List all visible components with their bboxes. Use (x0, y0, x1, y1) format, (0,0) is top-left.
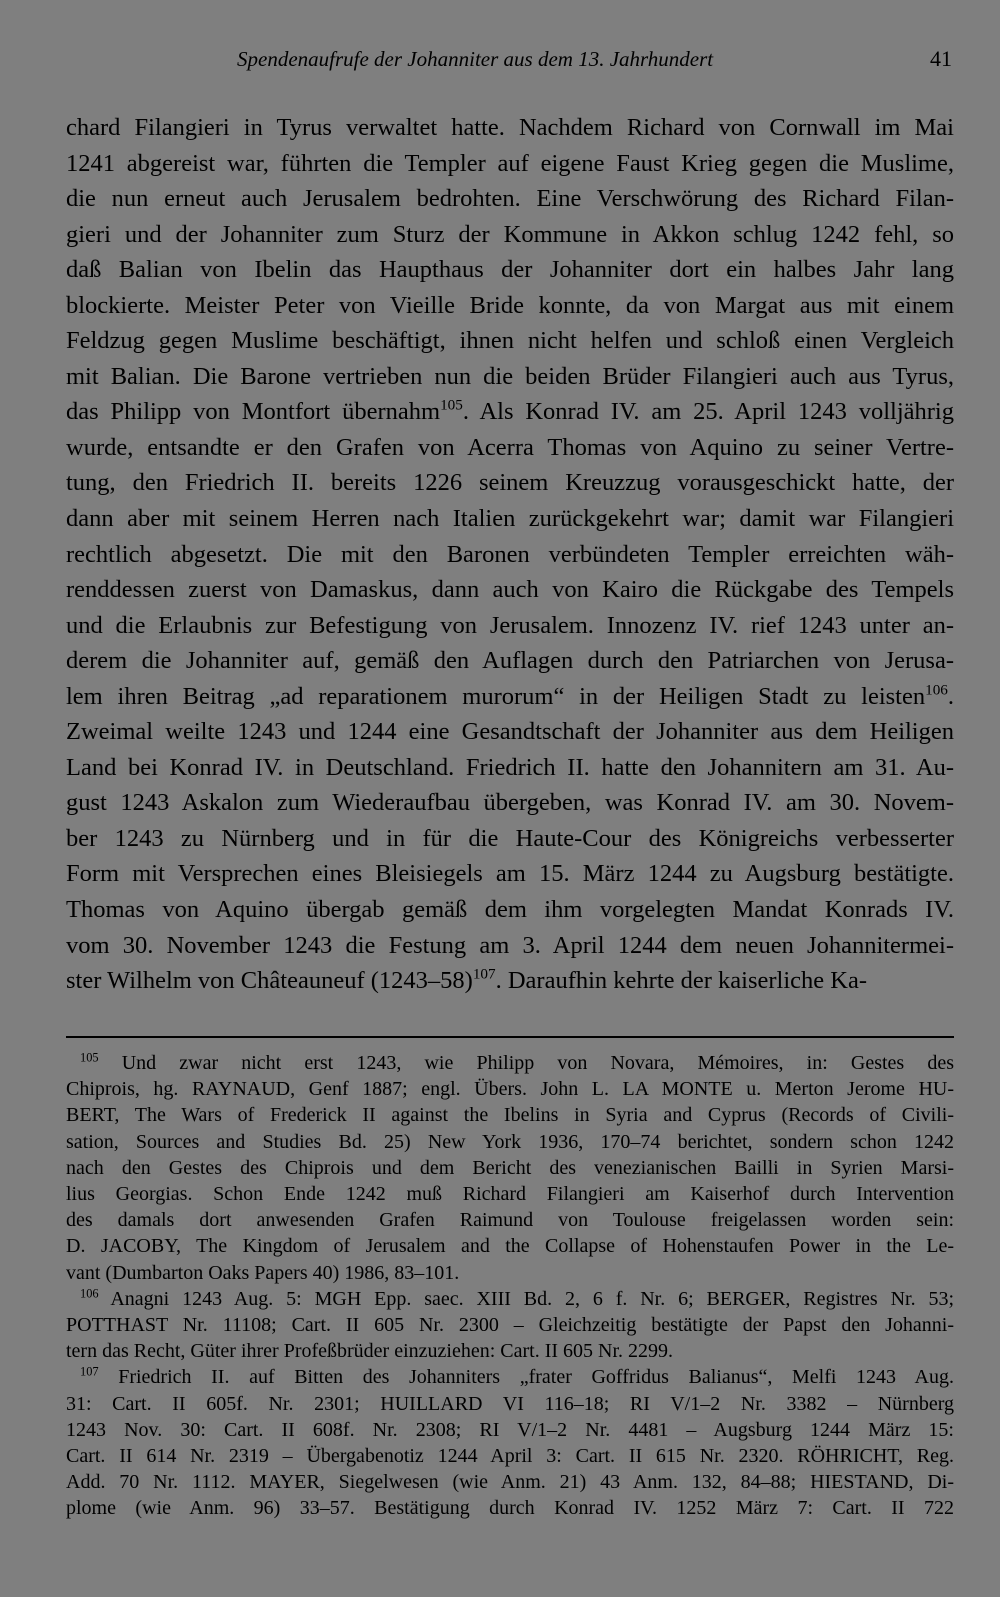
footnote-line (66, 1364, 954, 1390)
body-text-segment: das Philipp von Montfort übernahm (66, 398, 441, 426)
footnote-number: 106 (80, 1286, 99, 1301)
body-line (66, 963, 954, 999)
running-head (66, 46, 952, 78)
body-line: mit Balian. Die Barone vertrieben nun die beiden Brüder Filangieri auch aus Tyrus, (66, 362, 954, 390)
footnote-line: Cart. II 614 Nr. 2319 – Übergabenotiz 1244 April 3: Cart. II 615 Nr. 2320. RÖHRICHT, Reg. (66, 1445, 954, 1468)
page-number: 41 (930, 46, 952, 71)
body-line: die nun erneut auch Jerusalem bedrohten. Eine Verschwörung des Richard Filan- (66, 185, 954, 213)
body-line: Form mit Versprechen eines Bleisiegels am 15. März 1244 zu Augsburg bestätigte. (66, 860, 954, 888)
footnote-line: vant (Dumbarton Oaks Papers 40) 1986, 83–101. (66, 1261, 460, 1284)
footnote-line: plome (wie Anm. 96) 33–57. Bestätigung durch Konrad IV. 1252 März 7: Cart. II 722 (66, 1497, 954, 1520)
body-line: 1241 abgereist war, führten die Templer auf eigene Faust Krieg gegen die Muslime, (66, 149, 954, 177)
running-title: Spendenaufrufe der Johanniter aus dem 13. Jahrhundert (237, 47, 714, 71)
body-line: derem die Johanniter auf, gemäß den Auflagen durch den Patriarchen von Jerusa- (66, 647, 954, 675)
footnote-line (66, 1286, 954, 1312)
footnote-text: Und zwar nicht erst 1243, wie Philipp von Novara, Mémoires, in: Gestes des (98, 1052, 954, 1074)
body-text-segment: . (947, 682, 954, 710)
body-line: wurde, entsandte er den Grafen von Acerra Thomas von Aquino zu seiner Vertre- (66, 433, 954, 461)
body-line: Feldzug gegen Muslime beschäftigt, ihnen nicht helfen und schloß einen Vergleich (66, 327, 954, 355)
body-line: dann aber mit seinem Herren nach Italien zurückgekehrt war; damit war Filangieri (66, 505, 954, 533)
footnote-line (66, 1050, 954, 1076)
body-line: und die Erlaubnis zur Befestigung von Jerusalem. Innozenz IV. rief 1243 unter an- (66, 611, 954, 639)
body-line: gieri und der Johanniter zum Sturz der Kommune in Akkon schlug 1242 fehl, so (66, 220, 954, 248)
footnote-rule (66, 1036, 954, 1038)
footnote-line: sation, Sources and Studies Bd. 25) New York 1936, 170–74 berichtet, sondern schon 1242 (66, 1130, 954, 1153)
body-line: chard Filangieri in Tyrus verwaltet hatte. Nachdem Richard von Cornwall im Mai (66, 114, 954, 141)
footnote-text: Friedrich II. auf Bitten des Johanniters „frater Goffridus Balianus“, Melfi 1243 Aug. (98, 1366, 954, 1389)
body-text (66, 110, 954, 999)
body-line: renddessen zuerst von Damaskus, dann auch von Kairo die Rückgabe des Tempels (66, 576, 954, 604)
footnote-line: nach den Gestes des Chiprois und dem Bericht des venezianischen Bailli in Syrien Marsi- (66, 1156, 954, 1179)
body-text-segment: ster Wilhelm von Châteauneuf (1243–58) (66, 967, 473, 995)
footnote-line: lius Georgias. Schon Ende 1242 muß Richard Filangieri am Kaiserhof durch Intervention (66, 1183, 954, 1206)
footnote-line: Add. 70 Nr. 1112. MAYER, Siegelwesen (wie Anm. 21) 43 Anm. 132, 84–88; HIESTAND, Di- (66, 1471, 954, 1494)
body-line: ber 1243 zu Nürnberg und in für die Haute-Cour des Königreichs verbesserter (66, 824, 954, 852)
body-line: tung, den Friedrich II. bereits 1226 seinem Kreuzzug vorausgeschickt hatte, der (66, 469, 954, 497)
footnote-number: 107 (80, 1364, 99, 1379)
body-line: Land bei Konrad IV. in Deutschland. Friedrich II. hatte den Johannitern am 31. Au- (66, 753, 954, 781)
footnote-line: BERT, The Wars of Frederick II against the Ibelins in Syria and Cyprus (Records of Civili- (66, 1104, 954, 1127)
body-line (66, 394, 954, 430)
body-line: gust 1243 Askalon zum Wiederaufbau übergeben, was Konrad IV. am 30. Novem- (66, 789, 954, 817)
footnote-line: 1243 Nov. 30: Cart. II 608f. Nr. 2308; RI V/1–2 Nr. 4481 – Augsburg 1244 März 15: (66, 1418, 954, 1441)
body-line: rechtlich abgesetzt. Die mit den Baronen verbündeten Templer erreichten wäh- (66, 540, 954, 568)
body-line: Zweimal weilte 1243 und 1244 eine Gesandtschaft der Johanniter aus dem Heiligen (66, 718, 954, 746)
footnote-line: POTTHAST Nr. 11108; Cart. II 605 Nr. 2300 – Gleichzeitig bestätigte der Papst den Johanni- (66, 1314, 954, 1337)
footnote-line: D. JACOBY, The Kingdom of Jerusalem and the Collapse of Hohenstaufen Power in the Le- (66, 1235, 954, 1258)
body-line: daß Balian von Ibelin das Haupthaus der Johanniter dort ein halbes Jahr lang (66, 256, 954, 284)
footnote-reference: 107 (472, 965, 496, 983)
footnote-text: Anagni 1243 Aug. 5: MGH Epp. saec. XIII Bd. 2, 6 f. Nr. 6; BERGER, Registres Nr. 53; (98, 1287, 954, 1310)
body-text-segment: . Daraufhin kehrte der kaiserliche Ka- (495, 967, 867, 995)
footnote-reference: 106 (925, 681, 948, 699)
footnote-number: 105 (80, 1050, 99, 1065)
footnote-line: des damals dort anwesenden Grafen Raimund von Toulouse freigelassen worden sein: (66, 1209, 954, 1232)
body-line (66, 679, 954, 715)
body-line: Thomas von Aquino übergab gemäß dem ihm vorgelegten Mandat Konrads IV. (66, 896, 954, 924)
body-text-segment: lem ihren Beitrag „ad reparationem murorum“ in der Heiligen Stadt zu leisten (66, 682, 926, 710)
footnotes (66, 1050, 954, 1522)
footnote-line: 31: Cart. II 605f. Nr. 2301; HUILLARD VI 116–18; RI V/1–2 Nr. 3382 – Nürnberg (66, 1392, 954, 1415)
footnote-line: Chiprois, hg. RAYNAUD, Genf 1887; engl. Übers. John L. LA MONTE u. Merton Jerome HU- (66, 1078, 954, 1101)
body-line: vom 30. November 1243 die Festung am 3. April 1244 dem neuen Johannitermei- (66, 931, 954, 959)
body-text-segment: . Als Konrad IV. am 25. April 1243 volljährig (462, 398, 954, 426)
body-line: blockierte. Meister Peter von Vieille Bride konnte, da von Margat aus mit einem (66, 291, 954, 319)
footnote-line: tern das Recht, Güter ihrer Profeßbrüder einzuziehen: Cart. II 605 Nr. 2299. (66, 1340, 674, 1363)
footnote-reference: 105 (440, 396, 463, 414)
